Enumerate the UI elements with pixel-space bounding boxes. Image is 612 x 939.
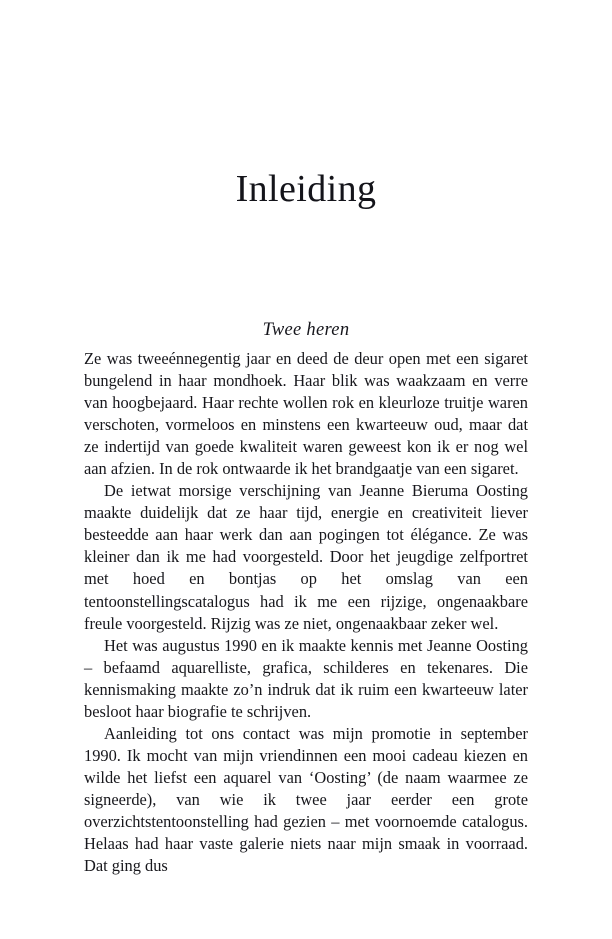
- body-text-block: [84, 348, 528, 877]
- paragraph: Ze was tweeénnegentig jaar en deed de deur open met een sigaret bungelend in haar mondhoek. Haar blik was waakzaam en verre van hoogbejaard. Haar rechte wollen rok en kleurloze truitje waren verschoten, vormeloos en minstens een kwarteeuw oud, maar dat ze indertijd van goede kwaliteit waren geweest kon ik er nog wel aan afzien. In de rok ontwaarde ik het brandgaatje van een sigaret.: [84, 349, 528, 479]
- paragraph: De ietwat morsige verschijning van Jeanne Bieruma Oosting maakte duidelijk dat ze haar tijd, energie en creativiteit liever besteedde aan haar werk dan aan pogingen tot élégance. Ze was kleiner dan ik me had voorgesteld. Door het jeugdige zelfportret met hoed en bontjas op het omslag van een tentoonstellingscatalogus had ik me een rijzige, ongenaakbare freule voorgesteld. Rijzig was ze niet, ongenaakbaar zeker wel.: [84, 481, 528, 633]
- page-title: Inleiding: [235, 168, 377, 211]
- section-heading: Twee heren: [262, 320, 350, 341]
- paragraph: Het was augustus 1990 en ik maakte kennis met Jeanne Oosting – befaamd aquarelliste, grafica, schilderes en tekenares. Die kennismaking maakte zo’n indruk dat ik ruim een kwarteeuw later besloot haar biografie te schrijven.: [84, 635, 528, 721]
- paragraph: Aanleiding tot ons contact was mijn promotie in september 1990. Ik mocht van mijn vriendinnen een mooi cadeau kiezen en wilde het liefst een aquarel van ‘Oosting’ (de naam waarmee ze signeerde), van wie ik twee jaar eerder een grote overzichtstentoonstelling had gezien – met voornoemde catalogus. Helaas had haar vaste galerie niets naar mijn smaak in voorraad. Dat ging dus: [84, 723, 528, 876]
